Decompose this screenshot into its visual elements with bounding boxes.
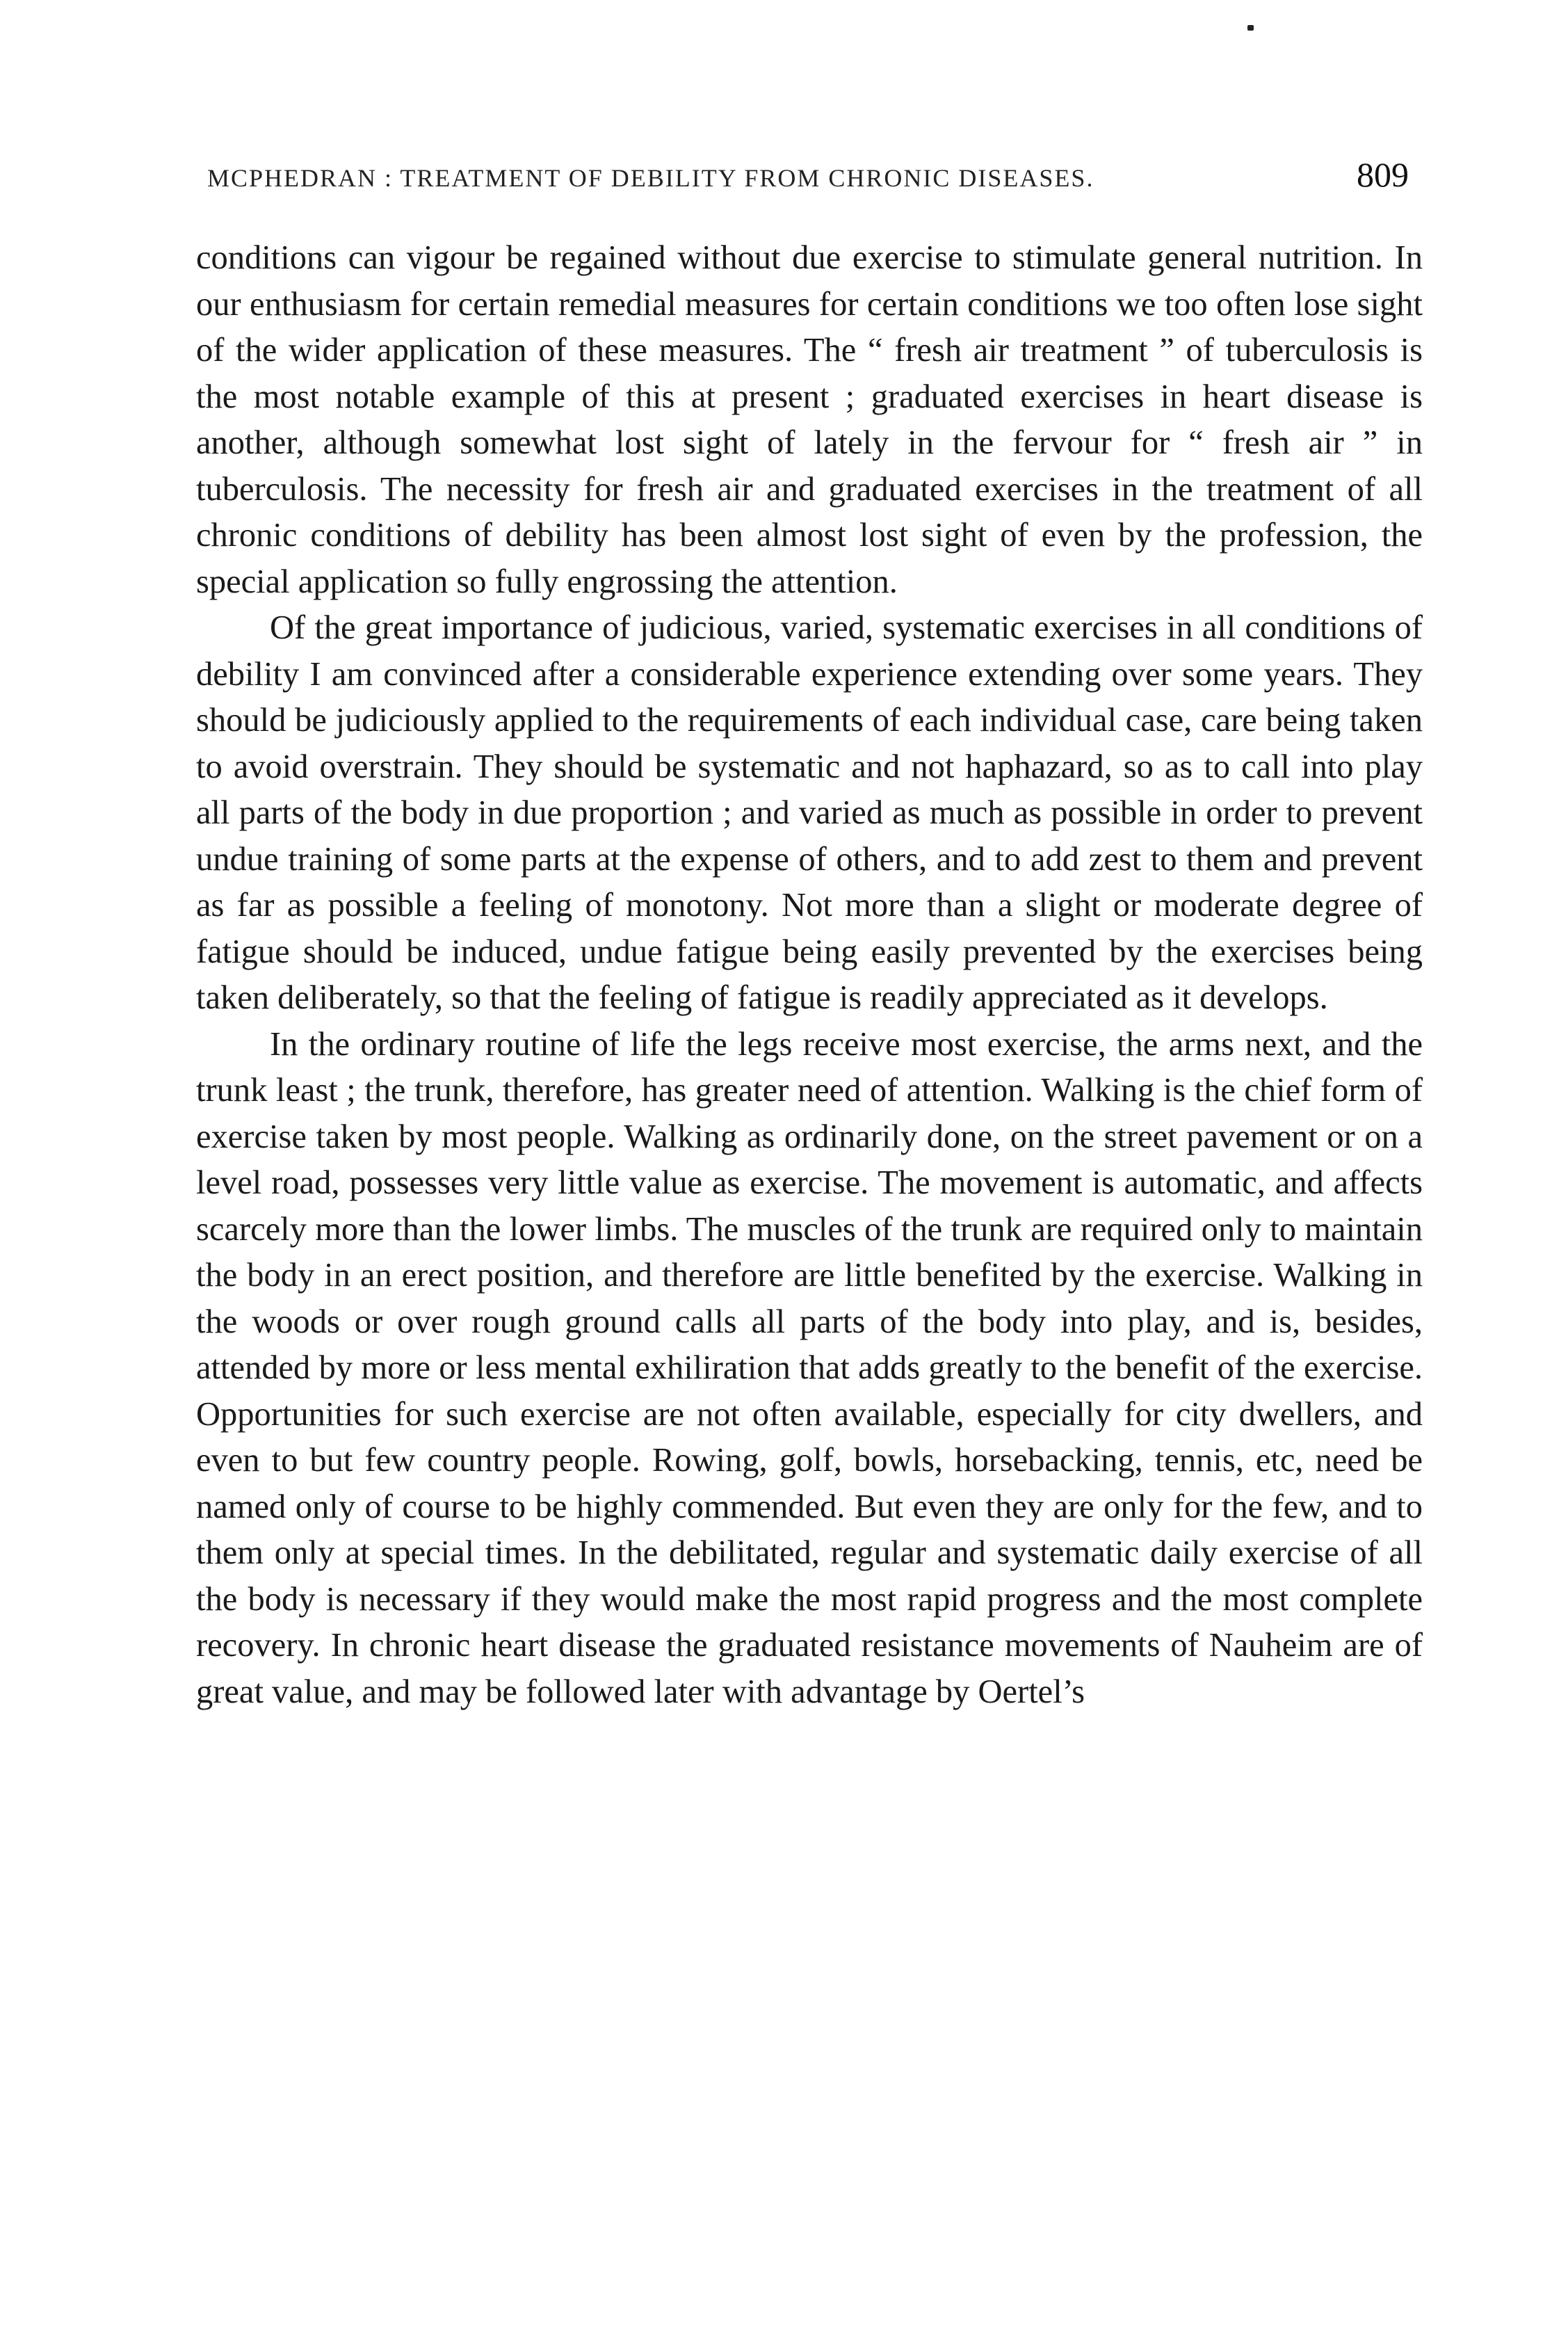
paragraph-2: Of the great importance of judicious, varied, systematic exercises in all conditions of debility I am convinced after a considerable experience extending over some years. They should be judiciously applied to the requirements of each individual case, care being taken to avoid overstrain. They should be systematic and not haphazard, so as to call into play all parts of the body in due proportion ; and varied as much as possible in order to prevent undue training of some parts at the expense of others, and to add zest to them and prevent as far as possible a feeling of monotony. Not more than a slight or moderate degree of fatigue should be induced, undue fatigue being easily prevented by the exercises being taken deliberately, so that the feeling of fatigue is readily appreciated as it develops. — [196, 609, 1423, 1016]
body-text — [196, 235, 1423, 1715]
running-title: MCPHEDRAN : TREATMENT OF DEBILITY FROM CHRONIC DISEASES. — [207, 164, 1094, 192]
paragraph-1: conditions can vigour be regained without due exercise to stimulate general nutrition. In our enthusiasm for certain remedial measures for certain conditions we too often lose sight of the wider application of these measures. The “ fresh air treatment ” of tuberculosis is the most notable example of this at present ; graduated exercises in heart disease is another, although somewhat lost sight of lately in the fervour for “ fresh air ” in tuberculosis. The necessity for fresh air and graduated exercises in the treatment of all chronic conditions of debility has been almost lost sight of even by the profession, the special application so fully engrossing the attention. — [196, 239, 1423, 600]
paragraph-3: In the ordinary routine of life the legs receive most exercise, the arms next, and the trunk least ; the trunk, therefore, has greater need of attention. Walking is the chief form of exercise taken by most people. Walking as ordinarily done, on the street pavement or on a level road, possesses very little value as exercise. The movement is automatic, and affects scarcely more than the lower limbs. The muscles of the trunk are required only to maintain the body in an erect position, and therefore are little benefited by the exercise. Walking in the woods or over rough ground calls all parts of the body into play, and is, besides, attended by more or less mental exhiliration that adds greatly to the benefit of the exercise. Opportunities for such exercise are not often available, especially for city dwellers, and even to but few country people. Rowing, golf, bowls, horsebacking, tennis, etc, need be named only of course to be highly commended. But even they are only for the few, and to them only at special times. In the debilitated, regular and systematic daily exercise of all the body is necessary if they would make the most rapid progress and the most complete recovery. In chronic heart disease the graduated resistance movements of Nauheim are of great value, and may be followed later with advantage by Oertel’s — [196, 1025, 1423, 1710]
page-number: 809 — [1357, 155, 1409, 194]
running-head — [207, 154, 1409, 203]
print-speck — [1247, 25, 1254, 31]
